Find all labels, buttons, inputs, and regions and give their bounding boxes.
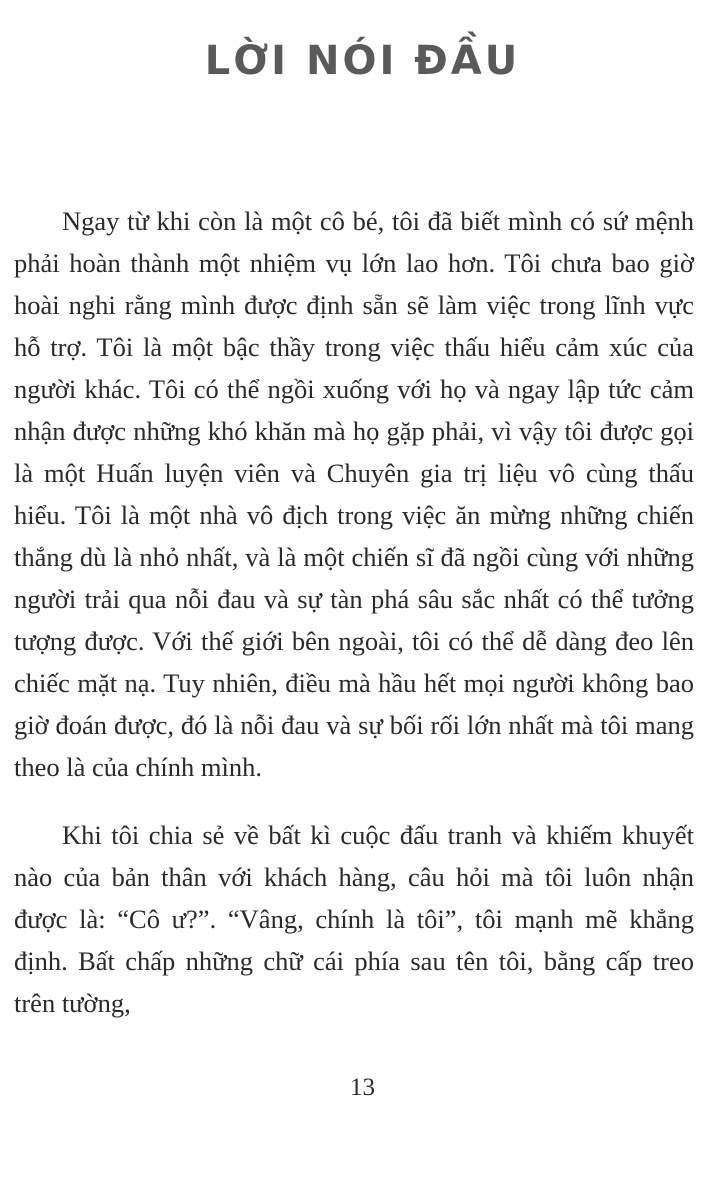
paragraph-2: Khi tôi chia sẻ về bất kì cuộc đấu tranh và khiếm khuyết nào của bản thân với khách hàng, câu hỏi mà tôi luôn nhận được là: “Cô ư?”. “Vâng, chính là tôi”, tôi mạnh mẽ khẳng định. Bất chấp những chữ cái phía sau tên tôi, bằng cấp treo trên tường, (14, 820, 694, 1018)
page-number: 13 (350, 1074, 375, 1101)
paragraph-1: Ngay từ khi còn là một cô bé, tôi đã biết mình có sứ mệnh phải hoàn thành một nhiệm vụ lớn lao hơn. Tôi chưa bao giờ hoài nghi rằng mình được định sẵn sẽ làm việc trong lĩnh vực hỗ trợ. Tôi là một bậc thầy trong việc thấu hiểu cảm xúc của người khác. Tôi có thể ngồi xuống với họ và ngay lập tức cảm nhận được những khó khăn mà họ gặp phải, vì vậy tôi được gọi là một Huấn luyện viên và Chuyên gia trị liệu vô cùng thấu hiểu. Tôi là một nhà vô địch trong việc ăn mừng những chiến thắng dù là nhỏ nhất, và là một chiến sĩ đã ngồi cùng với những người trải qua nỗi đau và sự tàn phá sâu sắc nhất có thể tưởng tượng được. Với thế giới bên ngoài, tôi có thể dễ dàng đeo lên chiếc mặt nạ. Tuy nhiên, điều mà hầu hết mọi người không bao giờ đoán được, đó là nỗi đau và sự bối rối lớn nhất mà tôi mang theo là của chính mình. (14, 206, 694, 782)
chapter-title: LỜI NÓI ĐẦU (204, 38, 521, 84)
body-text (14, 200, 694, 1024)
